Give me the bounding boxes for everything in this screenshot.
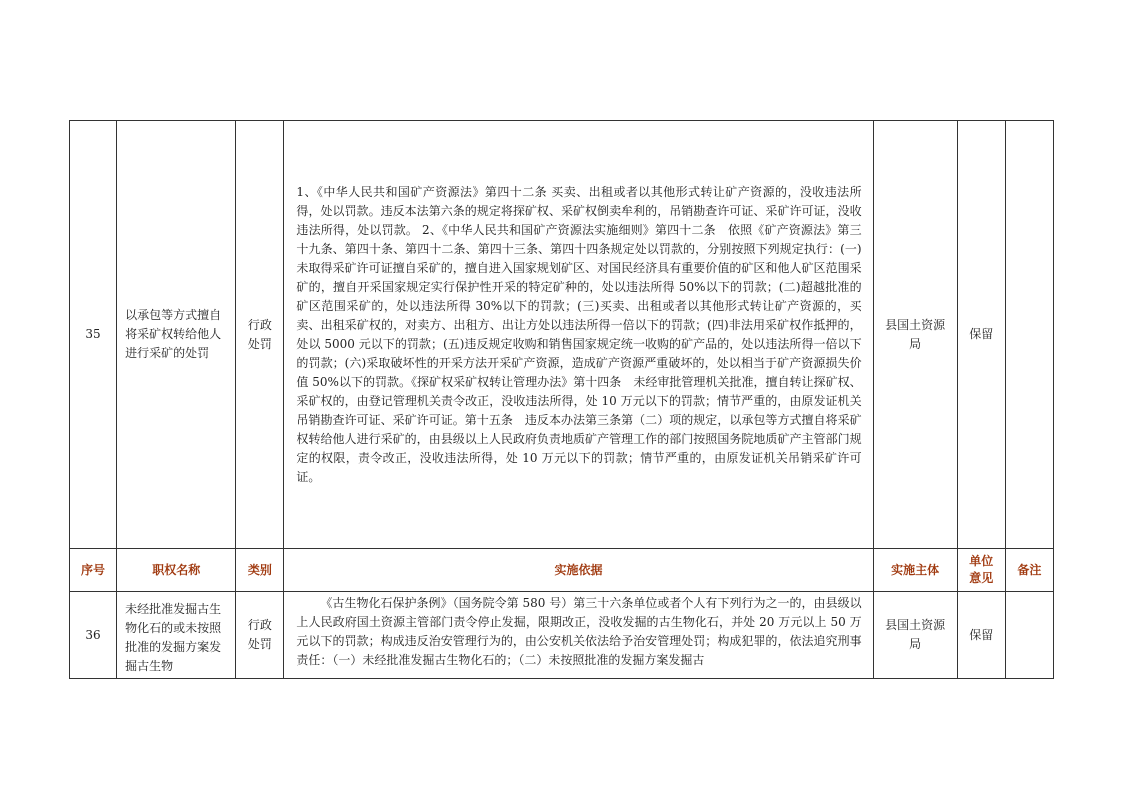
row-power-name: 以承包等方式擅自将采矿权转给他人进行采矿的处罚 — [117, 121, 236, 549]
row-subject: 县国土资源局 — [873, 121, 957, 549]
row-seq: 35 — [70, 121, 117, 549]
row-opinion: 保留 — [957, 121, 1005, 549]
row-subject: 县国土资源局 — [873, 592, 957, 679]
header-remark: 备注 — [1005, 549, 1053, 592]
table-row — [70, 592, 1054, 679]
power-list-table — [69, 120, 1054, 679]
row-category: 行政处罚 — [236, 121, 284, 549]
header-opinion: 单位意见 — [957, 549, 1005, 592]
header-seq: 序号 — [70, 549, 117, 592]
header-power-name: 职权名称 — [117, 549, 236, 592]
table-row — [70, 121, 1054, 549]
row-basis: 1、《中华人民共和国矿产资源法》第四十二条 买卖、出租或者以其他形式转让矿产资源的，没收违法所得，处以罚款。违反本法第六条的规定将探矿权、采矿权倒卖牟利的，吊销勘查许可证、采矿许可证，没收违法所得，处以罚款。 2、《中华人民共和国矿产资源法实施细则》第四十二条 依照《矿产资源法》第三十九条、第四十条、第四十二条、第四十三条、第四十四条规定处以罚款的，分别按照下列规定执行：(一)未取得采矿许可证擅自采矿的，擅自进入国家规划矿区、对国民经济具有重要价值的矿区和他人矿区范围采矿的，擅自开采国家规定实行保护性开采的特定矿种的，处以违法所得 50%以下的罚款；(二)超越批准的矿区范围采矿的，处以违法所得 30%以下的罚款；(三)买卖、出租或者以其他形式转让矿产资源的，买卖、出租采矿权的，对卖方、出租方、出让方处以违法所得一倍以下的罚款；(四)非法用采矿权作抵押的，处以 5000 元以下的罚款；(五)违反规定收购和销售国家规定统一收购的矿产品的，处以违法所得一倍以下的罚款；(六)采取破坏性的开采方法开采矿产资源，造成矿产资源严重破坏的，处以相当于矿产资源损失价值 50%以下的罚款。《探矿权采矿权转让管理办法》第十四条 未经审批管理机关批准，擅自转让探矿权、采矿权的，由登记管理机关责令改正，没收违法所得，处 10 万元以下的罚款；情节严重的，由原发证机关吊销勘查许可证、采矿许可证。第十五条 违反本办法第三条第（二）项的规定，以承包等方式擅自将采矿权转给他人进行采矿的，由县级以上人民政府负责地质矿产管理工作的部门按照国务院地质矿产主管部门规定的权限，责令改正，没收违法所得，处 10 万元以下的罚款；情节严重的，由原发证机关吊销采矿许可证。 — [284, 121, 873, 549]
table-header-row — [70, 549, 1054, 592]
header-subject: 实施主体 — [873, 549, 957, 592]
row-basis: 《古生物化石保护条例》（国务院令第 580 号）第三十六条单位或者个人有下列行为之一的，由县级以上人民政府国土资源主管部门责令停止发掘，限期改正，没收发掘的古生物化石，并处 20 万元以上 50 万元以下的罚款；构成违反治安管理行为的，由公安机关依法给予治安管理处罚；构成犯罪的，依法追究刑事责任：（一）未经批准发掘古生物化石的；（二）未按照批准的发掘方案发掘古 — [284, 592, 873, 679]
row-opinion: 保留 — [957, 592, 1005, 679]
header-basis: 实施依据 — [284, 549, 873, 592]
header-category: 类别 — [236, 549, 284, 592]
row-category: 行政处罚 — [236, 592, 284, 679]
row-power-name: 未经批准发掘古生物化石的或未按照批准的发掘方案发掘古生物 — [117, 592, 236, 679]
row-remark — [1005, 592, 1053, 679]
row-seq: 36 — [70, 592, 117, 679]
row-remark — [1005, 121, 1053, 549]
